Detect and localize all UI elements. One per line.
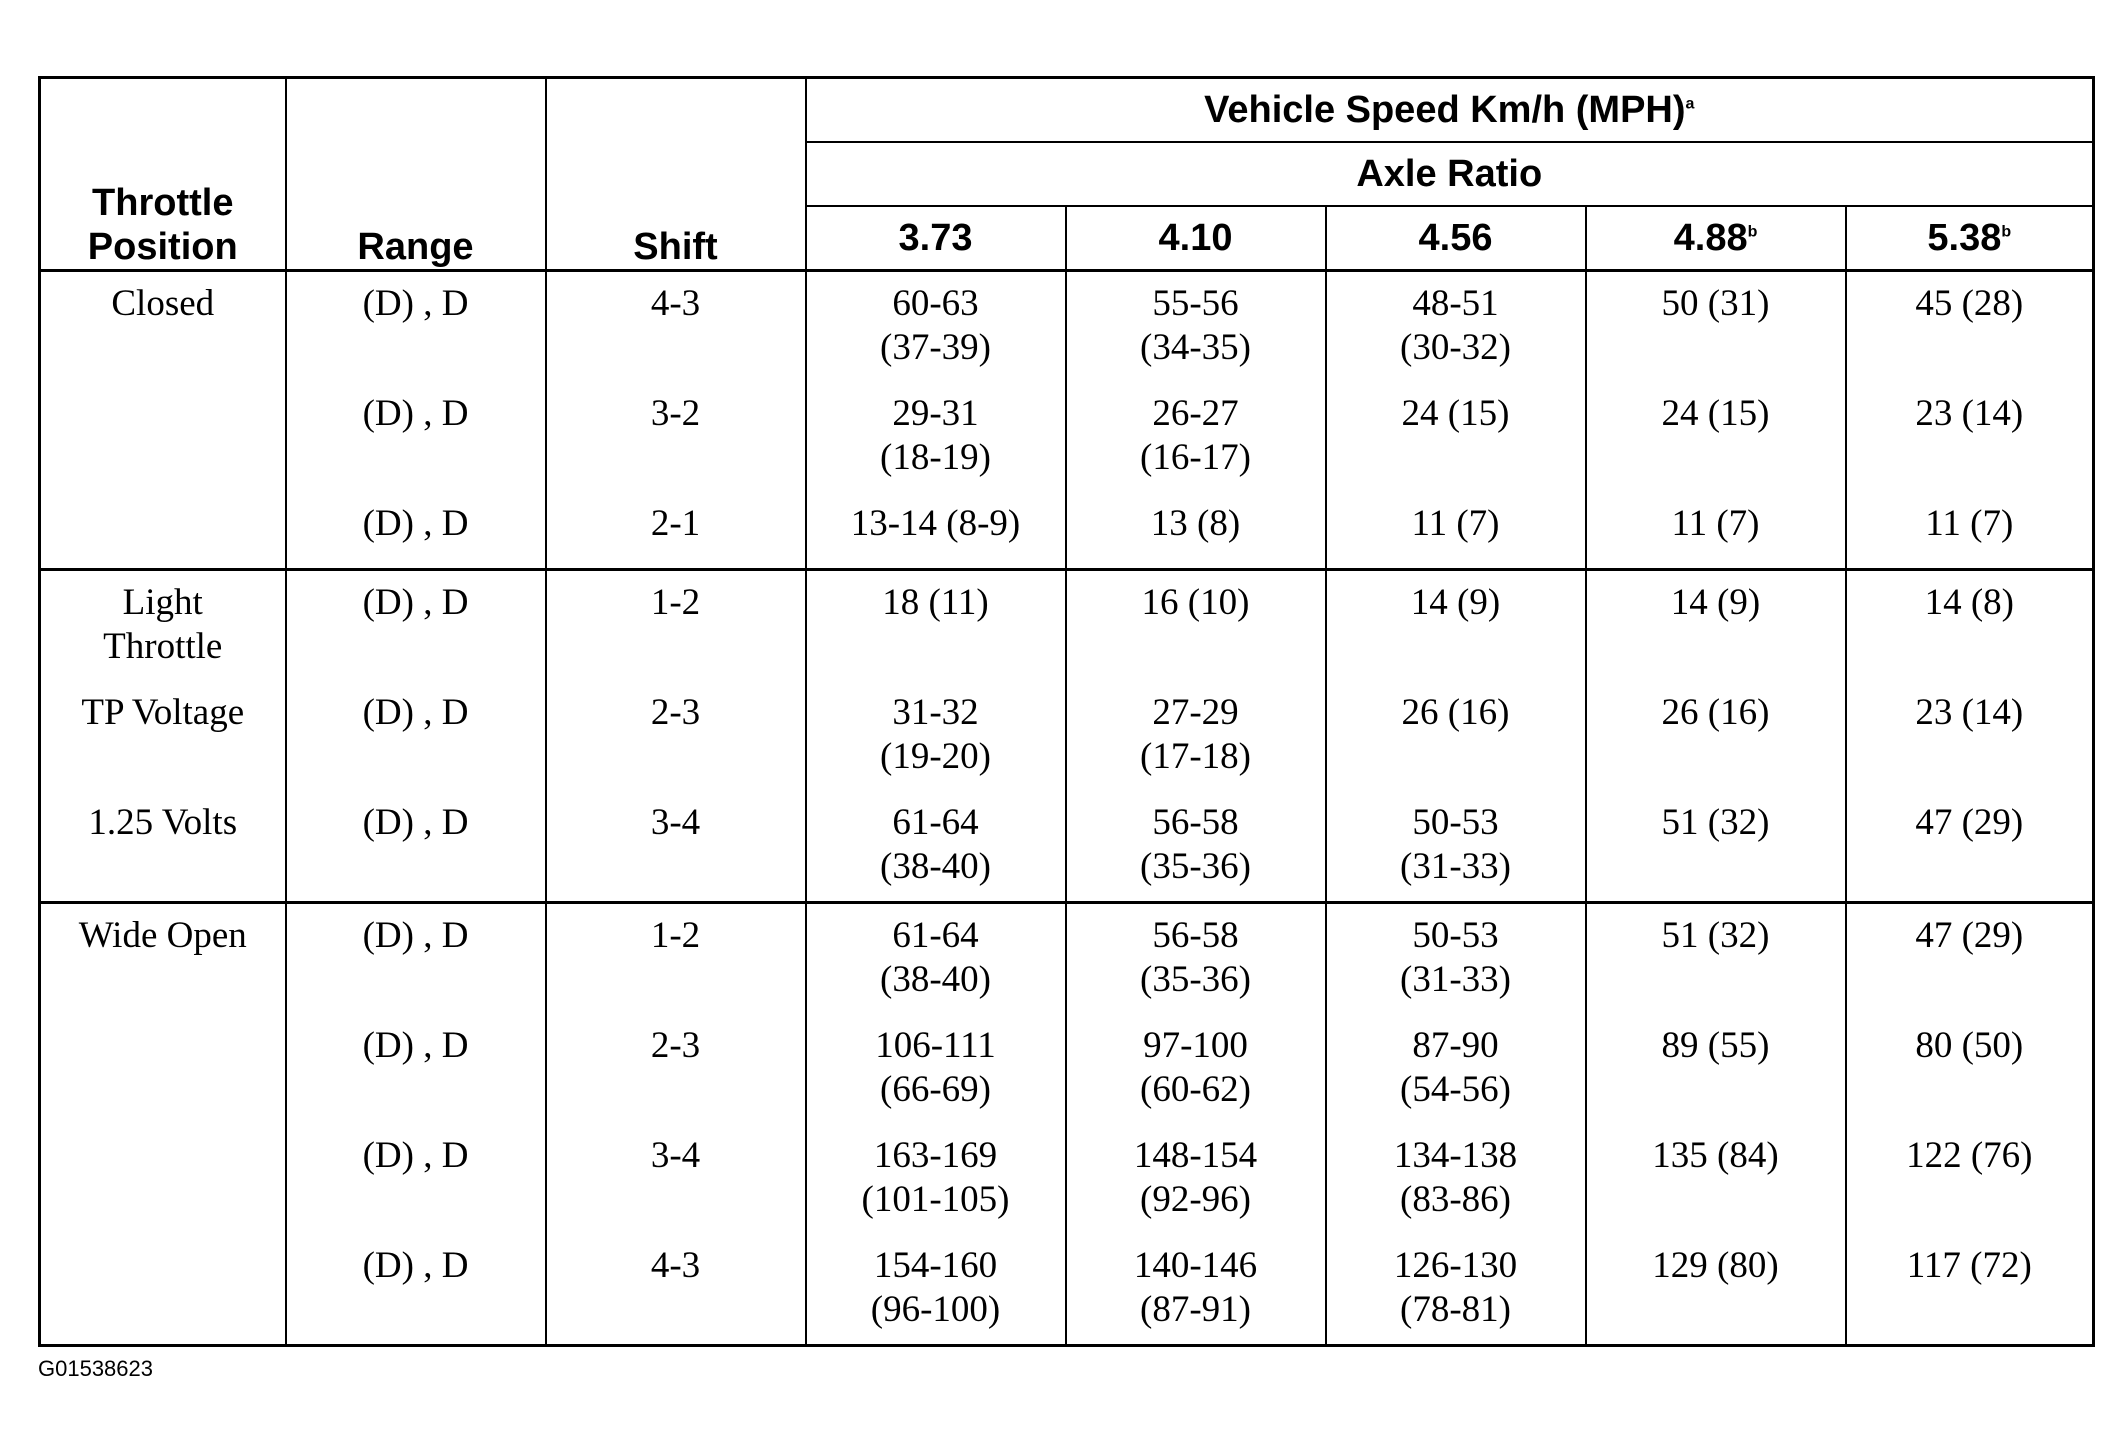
- speed-value-cell: [806, 570, 1066, 682]
- speed-value-line: (38-40): [880, 846, 991, 887]
- speed-value-line: 50 (31): [1661, 283, 1770, 324]
- speed-value-line: 23 (14): [1915, 692, 2024, 733]
- speed-value-cell: [1326, 570, 1586, 682]
- speed-value-line: 56-58: [1152, 915, 1239, 956]
- speed-value-cell: [1846, 382, 2094, 492]
- speed-value-cell: [1326, 492, 1586, 570]
- speed-value-line: 51 (32): [1661, 915, 1770, 956]
- speed-value-line: (92-96): [1140, 1179, 1251, 1220]
- range-cell: (D) , D: [286, 1234, 546, 1346]
- speed-value-line: (17-18): [1140, 736, 1251, 777]
- speed-value-line: (35-36): [1140, 959, 1251, 1000]
- speed-value-line: 97-100: [1143, 1025, 1248, 1066]
- speed-value-line: 11 (7): [1671, 503, 1760, 544]
- speed-value-cell: [1326, 1124, 1586, 1234]
- speed-value-cell: [806, 903, 1066, 1015]
- speed-value-cell: [806, 492, 1066, 570]
- speed-value-cell: [1326, 1234, 1586, 1346]
- speed-value-cell: [1066, 1124, 1326, 1234]
- range-cell: (D) , D: [286, 1014, 546, 1124]
- speed-value-line: 27-29: [1152, 692, 1239, 733]
- throttle-position-cell: [40, 1234, 286, 1346]
- footnote-marker: a: [1685, 94, 1695, 112]
- speed-value-line: (18-19): [880, 437, 991, 478]
- throttle-position-cell: [40, 1014, 286, 1124]
- table-row: [40, 681, 2094, 791]
- speed-value-line: 154-160: [873, 1245, 998, 1286]
- speed-value-cell: [1846, 1234, 2094, 1346]
- shift-cell: 2-3: [546, 1014, 806, 1124]
- speed-value-cell: [1846, 570, 2094, 682]
- speed-value-line: 163-169: [873, 1135, 998, 1176]
- speed-value-line: 26 (16): [1661, 692, 1770, 733]
- axle-ratio-3-73-header: 3.73: [806, 206, 1066, 271]
- speed-value-line: (19-20): [880, 736, 991, 777]
- range-cell: (D) , D: [286, 492, 546, 570]
- shift-cell: 3-4: [546, 791, 806, 903]
- shift-speed-table: [38, 76, 2095, 1347]
- speed-value-cell: [1066, 791, 1326, 903]
- speed-value-line: 55-56: [1152, 283, 1239, 324]
- range-cell: (D) , D: [286, 791, 546, 903]
- speed-value-cell: [1586, 570, 1846, 682]
- tp-voltage-label: TP Voltage: [40, 681, 286, 791]
- speed-value-cell: [1326, 1014, 1586, 1124]
- speed-value-line: 50-53: [1412, 915, 1499, 956]
- speed-value-cell: [1066, 382, 1326, 492]
- speed-value-line: 50-53: [1412, 802, 1499, 843]
- speed-value-cell: [806, 271, 1066, 383]
- speed-value-line: 26 (16): [1401, 692, 1510, 733]
- speed-value-line: (34-35): [1140, 327, 1251, 368]
- speed-value-cell: [1326, 791, 1586, 903]
- shift-cell: 4-3: [546, 1234, 806, 1346]
- speed-value-line: 60-63: [892, 283, 979, 324]
- speed-value-cell: [1326, 382, 1586, 492]
- speed-value-line: (101-105): [861, 1179, 1010, 1220]
- speed-value-line: (78-81): [1400, 1289, 1511, 1330]
- speed-value-line: (96-100): [870, 1289, 1001, 1330]
- range-cell: (D) , D: [286, 382, 546, 492]
- throttle-position-cell: Closed: [40, 271, 286, 383]
- speed-value-cell: [1586, 1234, 1846, 1346]
- speed-value-line: 26-27: [1152, 393, 1239, 434]
- speed-value-cell: [806, 681, 1066, 791]
- speed-value-line: 47 (29): [1915, 915, 2024, 956]
- speed-value-line: 13-14 (8-9): [850, 503, 1021, 544]
- speed-value-line: 24 (15): [1401, 393, 1510, 434]
- speed-value-line: 140-146: [1133, 1245, 1258, 1286]
- table-row: [40, 1234, 2094, 1346]
- shift-cell: 4-3: [546, 271, 806, 383]
- shift-header: Shift: [546, 78, 806, 271]
- speed-value-cell: [1066, 492, 1326, 570]
- speed-value-line: (66-69): [880, 1069, 991, 1110]
- speed-value-line: 13 (8): [1150, 503, 1241, 544]
- shift-cell: 2-3: [546, 681, 806, 791]
- speed-value-line: 126-130: [1393, 1245, 1518, 1286]
- shift-cell: 1-2: [546, 903, 806, 1015]
- speed-value-cell: [806, 1124, 1066, 1234]
- table-row: [40, 382, 2094, 492]
- speed-value-cell: [1586, 903, 1846, 1015]
- speed-value-line: 61-64: [892, 802, 979, 843]
- speed-value-line: (60-62): [1140, 1069, 1251, 1110]
- speed-value-line: (54-56): [1400, 1069, 1511, 1110]
- speed-value-cell: [1586, 271, 1846, 383]
- speed-value-line: 106-111: [875, 1025, 996, 1066]
- range-cell: (D) , D: [286, 570, 546, 682]
- range-cell: (D) , D: [286, 903, 546, 1015]
- speed-value-line: 80 (50): [1915, 1025, 2024, 1066]
- throttle-position-cell: [40, 1124, 286, 1234]
- shift-cell: 1-2: [546, 570, 806, 682]
- speed-value-cell: [806, 791, 1066, 903]
- table-row: [40, 791, 2094, 903]
- speed-value-line: 14 (9): [1670, 582, 1761, 623]
- speed-value-line: 51 (32): [1661, 802, 1770, 843]
- shift-cell: 2-1: [546, 492, 806, 570]
- throttle-position-cell: Light Throttle: [40, 570, 286, 682]
- speed-value-line: 29-31: [892, 393, 979, 434]
- table-row: [40, 570, 2094, 682]
- speed-value-line: 16 (10): [1141, 582, 1250, 623]
- speed-value-cell: [1066, 903, 1326, 1015]
- range-cell: (D) , D: [286, 271, 546, 383]
- axle-ratio-4-10-header: 4.10: [1066, 206, 1326, 271]
- speed-value-cell: [806, 382, 1066, 492]
- shift-cell: 3-4: [546, 1124, 806, 1234]
- vehicle-speed-header: Vehicle Speed Km/h (MPH)$^a$: [806, 78, 2094, 143]
- speed-value-cell: [806, 1014, 1066, 1124]
- table-row: [40, 1014, 2094, 1124]
- speed-value-line: 11 (7): [1925, 503, 2014, 544]
- speed-value-line: (30-32): [1400, 327, 1511, 368]
- speed-value-line: 89 (55): [1661, 1025, 1770, 1066]
- speed-value-cell: [806, 1234, 1066, 1346]
- speed-value-line: 31-32: [892, 692, 979, 733]
- footnote-marker: b: [1747, 222, 1758, 240]
- speed-value-line: (35-36): [1140, 846, 1251, 887]
- speed-value-line: 129 (80): [1652, 1245, 1779, 1286]
- speed-value-cell: [1066, 570, 1326, 682]
- speed-value-line: 61-64: [892, 915, 979, 956]
- table-row: [40, 1124, 2094, 1234]
- speed-value-cell: [1586, 681, 1846, 791]
- speed-value-cell: [1066, 1014, 1326, 1124]
- speed-value-line: 14 (8): [1924, 582, 2014, 623]
- throttle-position-cell: Wide Open: [40, 903, 286, 1015]
- speed-value-line: 45 (28): [1915, 283, 2024, 324]
- speed-value-cell: [1586, 382, 1846, 492]
- range-cell: (D) , D: [286, 1124, 546, 1234]
- speed-value-cell: [1326, 681, 1586, 791]
- speed-value-cell: [1846, 1014, 2094, 1124]
- speed-value-line: 23 (14): [1915, 393, 2024, 434]
- speed-value-line: (31-33): [1400, 959, 1511, 1000]
- range-header: Range: [286, 78, 546, 271]
- speed-value-line: 56-58: [1152, 802, 1239, 843]
- speed-value-cell: [1066, 1234, 1326, 1346]
- speed-value-line: (38-40): [880, 959, 991, 1000]
- speed-value-line: 148-154: [1133, 1135, 1258, 1176]
- speed-value-cell: [1066, 271, 1326, 383]
- speed-value-cell: [1586, 1124, 1846, 1234]
- speed-value-cell: [1846, 903, 2094, 1015]
- speed-value-cell: [1846, 271, 2094, 383]
- speed-value-cell: [1326, 903, 1586, 1015]
- speed-value-line: 135 (84): [1652, 1135, 1779, 1176]
- tp-voltage-value: 1.25 Volts: [40, 791, 286, 903]
- speed-value-line: 18 (11): [882, 582, 989, 623]
- speed-value-cell: [1846, 791, 2094, 903]
- table-row: [40, 271, 2094, 383]
- table-row: [40, 492, 2094, 570]
- speed-value-line: (16-17): [1140, 437, 1251, 478]
- axle-ratio-4-88-header: 4.88$^b$: [1586, 206, 1846, 271]
- speed-value-line: (83-86): [1400, 1179, 1511, 1220]
- speed-value-cell: [1586, 492, 1846, 570]
- speed-value-line: 87-90: [1412, 1025, 1499, 1066]
- speed-value-cell: [1586, 791, 1846, 903]
- speed-value-line: 24 (15): [1661, 393, 1770, 434]
- speed-value-cell: [1066, 681, 1326, 791]
- speed-value-line: 117 (72): [1906, 1245, 2032, 1286]
- speed-value-cell: [1326, 271, 1586, 383]
- throttle-position-cell: [40, 492, 286, 570]
- speed-value-line: 14 (9): [1410, 582, 1501, 623]
- axle-ratio-header: Axle Ratio: [806, 142, 2094, 206]
- speed-value-line: 134-138: [1393, 1135, 1518, 1176]
- throttle-position-cell: [40, 382, 286, 492]
- axle-ratio-4-56-header: 4.56: [1326, 206, 1586, 271]
- axle-ratio-5-38-header: 5.38$^b$: [1846, 206, 2094, 271]
- figure-id: G01538623: [38, 1356, 153, 1381]
- table-row: [40, 903, 2094, 1015]
- speed-value-line: (37-39): [880, 327, 991, 368]
- speed-value-cell: [1846, 1124, 2094, 1234]
- throttle-position-header: Throttle Position: [40, 78, 286, 271]
- speed-value-line: 11 (7): [1411, 503, 1500, 544]
- range-cell: (D) , D: [286, 681, 546, 791]
- footnote-marker: b: [2001, 222, 2012, 240]
- speed-value-line: 122 (76): [1906, 1135, 2033, 1176]
- shift-cell: 3-2: [546, 382, 806, 492]
- speed-value-line: (87-91): [1140, 1289, 1251, 1330]
- speed-value-line: (31-33): [1400, 846, 1511, 887]
- speed-value-cell: [1586, 1014, 1846, 1124]
- speed-value-cell: [1846, 681, 2094, 791]
- speed-value-cell: [1846, 492, 2094, 570]
- speed-value-line: 48-51: [1412, 283, 1499, 324]
- speed-value-line: 47 (29): [1915, 802, 2024, 843]
